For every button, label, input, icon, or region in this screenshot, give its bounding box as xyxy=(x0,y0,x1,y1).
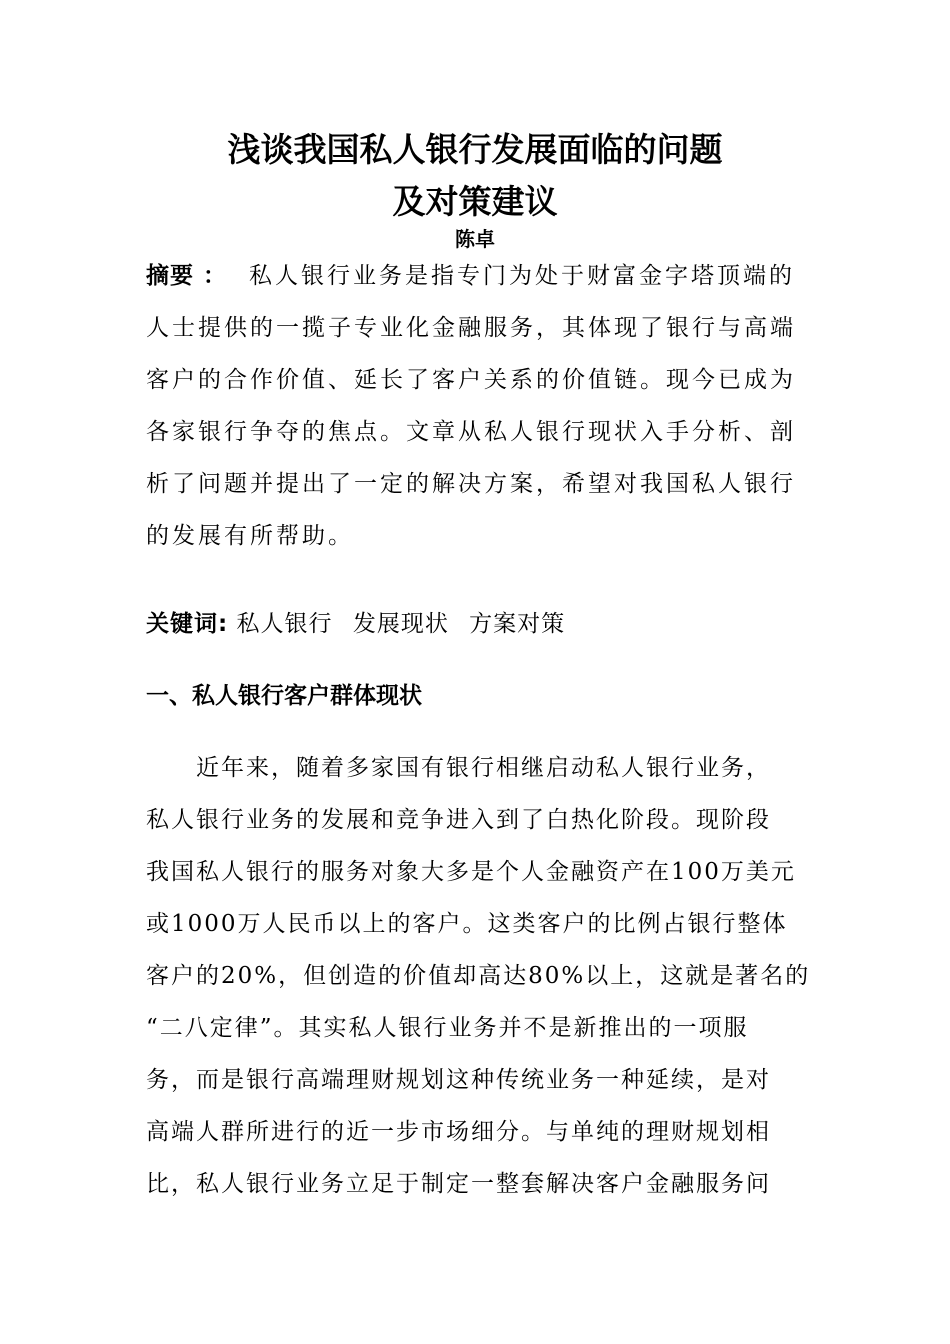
keyword-item: 私人银行 xyxy=(236,611,333,637)
body-line: 比，私人银行业务立足于制定一整套解决客户金融服务问 xyxy=(146,1171,771,1197)
abstract-line: 的发展有所帮助。 xyxy=(146,523,354,549)
keyword-item: 方案对策 xyxy=(469,611,566,637)
abstract-line: 客户的合作价值、延长了客户关系的价值链。现今已成为 xyxy=(146,367,796,393)
abstract-line: 各家银行争夺的焦点。文章从私人银行现状入手分析、剖 xyxy=(146,419,796,445)
keyword-item: 发展现状 xyxy=(352,611,449,637)
abstract-line: 人士提供的一揽子专业化金融服务，其体现了银行与高端 xyxy=(146,315,796,341)
author-name: 陈卓 xyxy=(455,227,495,251)
document-title-line-2: 及对策建议 xyxy=(392,182,558,221)
keywords-label: 关键词: xyxy=(146,611,229,637)
body-line: 务，而是银行高端理财规划这种传统业务一种延续，是对 xyxy=(146,1067,771,1093)
section-heading: 一、私人银行客户群体现状 xyxy=(146,683,422,709)
document-title-line-1: 浅谈我国私人银行发展面临的问题 xyxy=(227,130,723,169)
body-line: 客户的20%，但创造的价值却高达80%以上，这就是著名的 xyxy=(146,963,811,989)
section-body-paragraph xyxy=(146,742,811,1210)
abstract-line xyxy=(146,250,806,302)
body-line: 近年来，随着多家国有银行相继启动私人银行业务， xyxy=(196,755,771,781)
body-line: “二八定律”。其实私人银行业务并不是新推出的一项服 xyxy=(146,1015,749,1041)
body-line: 或1000万人民币以上的客户。这类客户的比例占银行整体 xyxy=(146,911,788,937)
keywords-line xyxy=(146,598,577,650)
body-line: 私人银行业务的发展和竞争进入到了白热化阶段。现阶段 xyxy=(146,807,771,833)
body-line: 高端人群所进行的近一步市场细分。与单纯的理财规划相 xyxy=(146,1119,771,1145)
abstract-label: 摘要 ： xyxy=(146,263,228,289)
abstract-paragraph xyxy=(146,250,806,562)
abstract-line: 析了问题并提出了一定的解决方案，希望对我国私人银行 xyxy=(146,471,796,497)
body-line: 我国私人银行的服务对象大多是个人金融资产在100万美元 xyxy=(146,859,796,885)
abstract-text: 私人银行业务是指专门为处于财富金字塔顶端的 xyxy=(249,263,796,289)
